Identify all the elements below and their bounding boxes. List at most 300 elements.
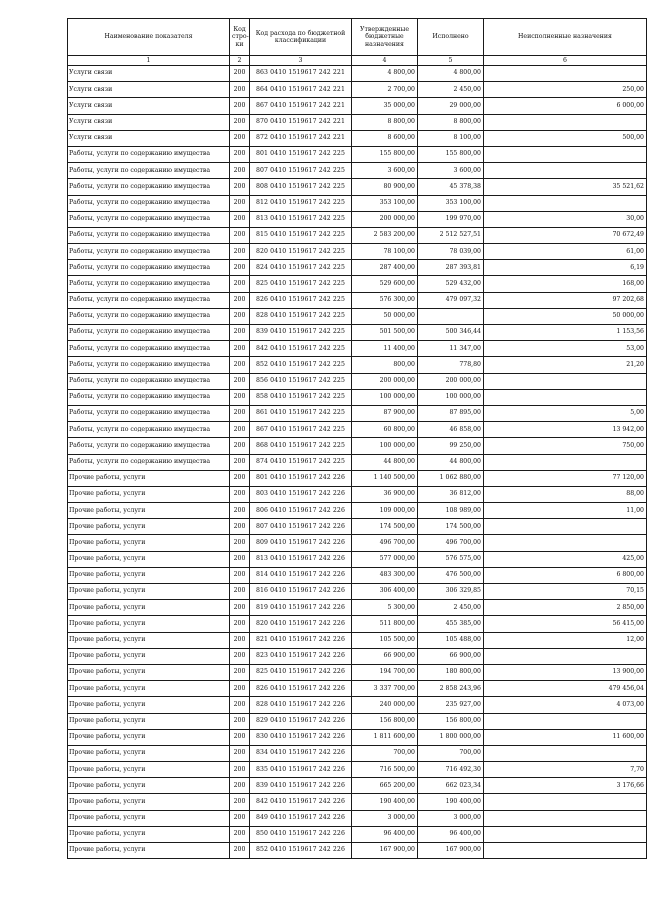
- cell-line-code: 200: [230, 486, 250, 502]
- cell-indicator-name: Работы, услуги по содержанию имущества: [68, 260, 230, 276]
- cell-budget-code: 806 0410 1519617 242 226: [250, 503, 352, 519]
- cell-executed: 2 450,00: [418, 82, 484, 98]
- cell-unexecuted: 88,00: [484, 486, 647, 502]
- cell-indicator-name: Прочие работы, услуги: [68, 503, 230, 519]
- cell-indicator-name: Работы, услуги по содержанию имущества: [68, 211, 230, 227]
- cell-line-code: 200: [230, 389, 250, 405]
- cell-unexecuted: 11 600,00: [484, 729, 647, 745]
- cell-executed: 235 927,00: [418, 697, 484, 713]
- table-row: [68, 260, 647, 276]
- cell-budget-code: 803 0410 1519617 242 226: [250, 486, 352, 502]
- cell-approved: 1 811 600,00: [352, 729, 418, 745]
- cell-indicator-name: Услуги связи: [68, 98, 230, 114]
- cell-unexecuted: 425,00: [484, 551, 647, 567]
- cell-indicator-name: Прочие работы, услуги: [68, 632, 230, 648]
- header-row: [68, 19, 647, 56]
- cell-line-code: 200: [230, 405, 250, 421]
- cell-budget-code: 808 0410 1519617 242 225: [250, 179, 352, 195]
- cell-line-code: 200: [230, 325, 250, 341]
- cell-approved: 240 000,00: [352, 697, 418, 713]
- cell-indicator-name: Работы, услуги по содержанию имущества: [68, 146, 230, 162]
- cell-line-code: 200: [230, 567, 250, 583]
- cell-unexecuted: 3 176,66: [484, 778, 647, 794]
- cell-approved: 87 900,00: [352, 405, 418, 421]
- cell-budget-code: 829 0410 1519617 242 226: [250, 713, 352, 729]
- cell-unexecuted: 97 202,68: [484, 292, 647, 308]
- cell-executed: 200 000,00: [418, 373, 484, 389]
- cell-unexecuted: 56 415,00: [484, 616, 647, 632]
- cell-budget-code: 828 0410 1519617 242 226: [250, 697, 352, 713]
- cell-line-code: 200: [230, 503, 250, 519]
- cell-unexecuted: 30,00: [484, 211, 647, 227]
- cell-unexecuted: [484, 794, 647, 810]
- cell-unexecuted: 11,00: [484, 503, 647, 519]
- cell-approved: 200 000,00: [352, 211, 418, 227]
- cell-unexecuted: 168,00: [484, 276, 647, 292]
- cell-budget-code: 813 0410 1519617 242 225: [250, 211, 352, 227]
- cell-approved: 5 300,00: [352, 600, 418, 616]
- cell-approved: 100 000,00: [352, 389, 418, 405]
- table-row: [68, 729, 647, 745]
- cell-approved: 3 000,00: [352, 810, 418, 826]
- table-row: [68, 632, 647, 648]
- cell-unexecuted: [484, 535, 647, 551]
- cell-approved: 483 300,00: [352, 567, 418, 583]
- cell-approved: 109 000,00: [352, 503, 418, 519]
- table-row: [68, 98, 647, 114]
- cell-unexecuted: [484, 826, 647, 842]
- cell-executed: 700,00: [418, 745, 484, 761]
- cell-line-code: 200: [230, 179, 250, 195]
- cell-indicator-name: Прочие работы, услуги: [68, 745, 230, 761]
- cell-approved: 8 800,00: [352, 114, 418, 130]
- cell-indicator-name: Работы, услуги по содержанию имущества: [68, 227, 230, 243]
- cell-executed: 36 812,00: [418, 486, 484, 502]
- cell-executed: 476 500,00: [418, 567, 484, 583]
- cell-approved: 700,00: [352, 745, 418, 761]
- cell-line-code: 200: [230, 438, 250, 454]
- cell-line-code: 200: [230, 551, 250, 567]
- table-row: [68, 146, 647, 162]
- cell-executed: 3 600,00: [418, 163, 484, 179]
- cell-unexecuted: [484, 66, 647, 82]
- cell-indicator-name: Работы, услуги по содержанию имущества: [68, 195, 230, 211]
- cell-approved: 511 800,00: [352, 616, 418, 632]
- cell-executed: 287 393,81: [418, 260, 484, 276]
- cell-budget-code: 870 0410 1519617 242 221: [250, 114, 352, 130]
- cell-executed: 479 097,32: [418, 292, 484, 308]
- cell-unexecuted: [484, 454, 647, 470]
- table-row: [68, 114, 647, 130]
- cell-indicator-name: Работы, услуги по содержанию имущества: [68, 405, 230, 421]
- cell-executed: 44 800,00: [418, 454, 484, 470]
- cell-line-code: 200: [230, 600, 250, 616]
- cell-indicator-name: Прочие работы, услуги: [68, 778, 230, 794]
- cell-unexecuted: 21,20: [484, 357, 647, 373]
- cell-unexecuted: [484, 146, 647, 162]
- cell-indicator-name: Услуги связи: [68, 82, 230, 98]
- table-row: [68, 681, 647, 697]
- cell-budget-code: 858 0410 1519617 242 225: [250, 389, 352, 405]
- cell-budget-code: 820 0410 1519617 242 226: [250, 616, 352, 632]
- table-row: [68, 357, 647, 373]
- cell-approved: 3 600,00: [352, 163, 418, 179]
- table-row: [68, 826, 647, 842]
- table-row: [68, 616, 647, 632]
- cell-line-code: 200: [230, 373, 250, 389]
- cell-approved: 35 000,00: [352, 98, 418, 114]
- cell-line-code: 200: [230, 616, 250, 632]
- cell-executed: 100 000,00: [418, 389, 484, 405]
- cell-line-code: 200: [230, 713, 250, 729]
- cell-budget-code: 842 0410 1519617 242 225: [250, 341, 352, 357]
- table-row: [68, 163, 647, 179]
- cell-executed: 11 347,00: [418, 341, 484, 357]
- cell-executed: 190 400,00: [418, 794, 484, 810]
- table-row: [68, 843, 647, 859]
- cell-unexecuted: 5,00: [484, 405, 647, 421]
- table-row: [68, 584, 647, 600]
- col-number: 1: [68, 56, 230, 66]
- cell-approved: 665 200,00: [352, 778, 418, 794]
- cell-line-code: 200: [230, 98, 250, 114]
- table-row: [68, 308, 647, 324]
- cell-unexecuted: 70,15: [484, 584, 647, 600]
- cell-unexecuted: 13 900,00: [484, 664, 647, 680]
- cell-budget-code: 816 0410 1519617 242 226: [250, 584, 352, 600]
- cell-executed: 778,80: [418, 357, 484, 373]
- cell-indicator-name: Прочие работы, услуги: [68, 843, 230, 859]
- cell-line-code: 200: [230, 66, 250, 82]
- table-row: [68, 648, 647, 664]
- table-row: [68, 664, 647, 680]
- cell-budget-code: 801 0410 1519617 242 226: [250, 470, 352, 486]
- cell-budget-code: 807 0410 1519617 242 226: [250, 519, 352, 535]
- cell-approved: 36 900,00: [352, 486, 418, 502]
- cell-line-code: 200: [230, 227, 250, 243]
- cell-indicator-name: Работы, услуги по содержанию имущества: [68, 341, 230, 357]
- cell-budget-code: 835 0410 1519617 242 226: [250, 762, 352, 778]
- cell-executed: 87 895,00: [418, 405, 484, 421]
- table-row: [68, 486, 647, 502]
- cell-indicator-name: Услуги связи: [68, 66, 230, 82]
- table-row: [68, 567, 647, 583]
- cell-line-code: 200: [230, 648, 250, 664]
- cell-executed: 45 378,38: [418, 179, 484, 195]
- cell-approved: 11 400,00: [352, 341, 418, 357]
- cell-executed: 716 492,30: [418, 762, 484, 778]
- cell-approved: 194 700,00: [352, 664, 418, 680]
- cell-indicator-name: Работы, услуги по содержанию имущества: [68, 422, 230, 438]
- cell-line-code: 200: [230, 843, 250, 859]
- cell-approved: 155 800,00: [352, 146, 418, 162]
- cell-approved: 190 400,00: [352, 794, 418, 810]
- cell-unexecuted: [484, 843, 647, 859]
- cell-unexecuted: 6 000,00: [484, 98, 647, 114]
- table-row: [68, 341, 647, 357]
- cell-indicator-name: Услуги связи: [68, 130, 230, 146]
- cell-unexecuted: [484, 745, 647, 761]
- cell-indicator-name: Работы, услуги по содержанию имущества: [68, 389, 230, 405]
- cell-indicator-name: Прочие работы, услуги: [68, 567, 230, 583]
- cell-indicator-name: Работы, услуги по содержанию имущества: [68, 308, 230, 324]
- cell-executed: 353 100,00: [418, 195, 484, 211]
- table-row: [68, 438, 647, 454]
- cell-line-code: 200: [230, 244, 250, 260]
- table-row: [68, 292, 647, 308]
- cell-budget-code: 812 0410 1519617 242 225: [250, 195, 352, 211]
- cell-indicator-name: Работы, услуги по содержанию имущества: [68, 244, 230, 260]
- cell-approved: 306 400,00: [352, 584, 418, 600]
- cell-indicator-name: Прочие работы, услуги: [68, 826, 230, 842]
- cell-line-code: 200: [230, 794, 250, 810]
- cell-budget-code: 839 0410 1519617 242 225: [250, 325, 352, 341]
- cell-executed: 496 700,00: [418, 535, 484, 551]
- cell-budget-code: 826 0410 1519617 242 225: [250, 292, 352, 308]
- cell-approved: 66 900,00: [352, 648, 418, 664]
- cell-executed: 66 900,00: [418, 648, 484, 664]
- cell-line-code: 200: [230, 664, 250, 680]
- cell-line-code: 200: [230, 163, 250, 179]
- table-row: [68, 470, 647, 486]
- cell-executed: 180 800,00: [418, 664, 484, 680]
- cell-indicator-name: Прочие работы, услуги: [68, 600, 230, 616]
- table-row: [68, 600, 647, 616]
- cell-unexecuted: [484, 114, 647, 130]
- cell-approved: 2 583 200,00: [352, 227, 418, 243]
- cell-unexecuted: [484, 648, 647, 664]
- cell-executed: 306 329,85: [418, 584, 484, 600]
- cell-unexecuted: 500,00: [484, 130, 647, 146]
- table-row: [68, 697, 647, 713]
- cell-budget-code: 867 0410 1519617 242 221: [250, 98, 352, 114]
- header-executed: Исполнено: [418, 19, 484, 56]
- cell-unexecuted: 53,00: [484, 341, 647, 357]
- col-number: 4: [352, 56, 418, 66]
- cell-approved: 156 800,00: [352, 713, 418, 729]
- cell-approved: 8 600,00: [352, 130, 418, 146]
- cell-unexecuted: 479 456,04: [484, 681, 647, 697]
- cell-line-code: 200: [230, 341, 250, 357]
- cell-executed: 500 346,44: [418, 325, 484, 341]
- cell-approved: 167 900,00: [352, 843, 418, 859]
- cell-indicator-name: Работы, услуги по содержанию имущества: [68, 179, 230, 195]
- cell-executed: 29 000,00: [418, 98, 484, 114]
- cell-unexecuted: 4 073,00: [484, 697, 647, 713]
- table-row: [68, 405, 647, 421]
- report-page: [67, 18, 647, 859]
- header-line-code: Код стро-ки: [230, 19, 250, 56]
- cell-unexecuted: 6 800,00: [484, 567, 647, 583]
- cell-executed: 529 432,00: [418, 276, 484, 292]
- cell-indicator-name: Прочие работы, услуги: [68, 729, 230, 745]
- cell-indicator-name: Работы, услуги по содержанию имущества: [68, 325, 230, 341]
- cell-indicator-name: Прочие работы, услуги: [68, 762, 230, 778]
- cell-indicator-name: Прочие работы, услуги: [68, 535, 230, 551]
- cell-indicator-name: Прочие работы, услуги: [68, 648, 230, 664]
- cell-line-code: 200: [230, 308, 250, 324]
- table-row: [68, 82, 647, 98]
- cell-approved: 100 000,00: [352, 438, 418, 454]
- table-row: [68, 66, 647, 82]
- cell-line-code: 200: [230, 146, 250, 162]
- table-row: [68, 745, 647, 761]
- cell-line-code: 200: [230, 114, 250, 130]
- cell-budget-code: 842 0410 1519617 242 226: [250, 794, 352, 810]
- cell-approved: 2 700,00: [352, 82, 418, 98]
- table-row: [68, 794, 647, 810]
- cell-approved: 174 500,00: [352, 519, 418, 535]
- cell-executed: 78 039,00: [418, 244, 484, 260]
- table-row: [68, 454, 647, 470]
- cell-line-code: 200: [230, 632, 250, 648]
- cell-unexecuted: 2 850,00: [484, 600, 647, 616]
- cell-approved: 3 337 700,00: [352, 681, 418, 697]
- cell-budget-code: 809 0410 1519617 242 226: [250, 535, 352, 551]
- cell-indicator-name: Прочие работы, услуги: [68, 486, 230, 502]
- cell-budget-code: 801 0410 1519617 242 225: [250, 146, 352, 162]
- table-row: [68, 519, 647, 535]
- cell-indicator-name: Прочие работы, услуги: [68, 810, 230, 826]
- table-row: [68, 551, 647, 567]
- table-row: [68, 195, 647, 211]
- cell-executed: 46 858,00: [418, 422, 484, 438]
- table-row: [68, 276, 647, 292]
- cell-executed: 155 800,00: [418, 146, 484, 162]
- cell-line-code: 200: [230, 826, 250, 842]
- cell-indicator-name: Прочие работы, услуги: [68, 681, 230, 697]
- cell-executed: 8 800,00: [418, 114, 484, 130]
- table-row: [68, 422, 647, 438]
- cell-budget-code: 819 0410 1519617 242 226: [250, 600, 352, 616]
- cell-budget-code: 815 0410 1519617 242 225: [250, 227, 352, 243]
- cell-executed: 576 575,00: [418, 551, 484, 567]
- cell-executed: 199 970,00: [418, 211, 484, 227]
- cell-budget-code: 814 0410 1519617 242 226: [250, 567, 352, 583]
- cell-executed: 2 450,00: [418, 600, 484, 616]
- cell-indicator-name: Прочие работы, услуги: [68, 794, 230, 810]
- cell-approved: 80 900,00: [352, 179, 418, 195]
- cell-line-code: 200: [230, 211, 250, 227]
- table-row: [68, 762, 647, 778]
- cell-unexecuted: [484, 373, 647, 389]
- cell-unexecuted: 13 942,00: [484, 422, 647, 438]
- cell-approved: 60 800,00: [352, 422, 418, 438]
- table-row: [68, 179, 647, 195]
- cell-indicator-name: Прочие работы, услуги: [68, 616, 230, 632]
- cell-budget-code: 872 0410 1519617 242 221: [250, 130, 352, 146]
- cell-line-code: 200: [230, 470, 250, 486]
- cell-unexecuted: 7,70: [484, 762, 647, 778]
- cell-unexecuted: [484, 195, 647, 211]
- cell-budget-code: 824 0410 1519617 242 225: [250, 260, 352, 276]
- cell-budget-code: 852 0410 1519617 242 225: [250, 357, 352, 373]
- cell-indicator-name: Прочие работы, услуги: [68, 470, 230, 486]
- cell-approved: 800,00: [352, 357, 418, 373]
- cell-line-code: 200: [230, 195, 250, 211]
- cell-line-code: 200: [230, 519, 250, 535]
- cell-indicator-name: Работы, услуги по содержанию имущества: [68, 292, 230, 308]
- table-row: [68, 810, 647, 826]
- column-number-row: [68, 56, 647, 66]
- cell-unexecuted: 70 672,49: [484, 227, 647, 243]
- cell-line-code: 200: [230, 357, 250, 373]
- table-row: [68, 227, 647, 243]
- cell-line-code: 200: [230, 745, 250, 761]
- cell-line-code: 200: [230, 810, 250, 826]
- cell-unexecuted: [484, 389, 647, 405]
- cell-unexecuted: 6,19: [484, 260, 647, 276]
- cell-budget-code: 821 0410 1519617 242 226: [250, 632, 352, 648]
- cell-approved: 96 400,00: [352, 826, 418, 842]
- cell-budget-code: 850 0410 1519617 242 226: [250, 826, 352, 842]
- cell-budget-code: 868 0410 1519617 242 225: [250, 438, 352, 454]
- budget-execution-table: [67, 18, 647, 859]
- cell-line-code: 200: [230, 762, 250, 778]
- cell-executed: 3 000,00: [418, 810, 484, 826]
- cell-unexecuted: 50 000,00: [484, 308, 647, 324]
- col-number: 3: [250, 56, 352, 66]
- col-number: 2: [230, 56, 250, 66]
- cell-executed: 4 800,00: [418, 66, 484, 82]
- cell-budget-code: 867 0410 1519617 242 225: [250, 422, 352, 438]
- cell-budget-code: 807 0410 1519617 242 225: [250, 163, 352, 179]
- cell-approved: 78 100,00: [352, 244, 418, 260]
- cell-budget-code: 828 0410 1519617 242 225: [250, 308, 352, 324]
- cell-executed: [418, 308, 484, 324]
- cell-line-code: 200: [230, 535, 250, 551]
- cell-executed: 8 100,00: [418, 130, 484, 146]
- cell-approved: 4 800,00: [352, 66, 418, 82]
- cell-indicator-name: Работы, услуги по содержанию имущества: [68, 454, 230, 470]
- cell-line-code: 200: [230, 260, 250, 276]
- col-number: 6: [484, 56, 647, 66]
- cell-approved: 50 000,00: [352, 308, 418, 324]
- cell-budget-code: 825 0410 1519617 242 225: [250, 276, 352, 292]
- cell-approved: 577 000,00: [352, 551, 418, 567]
- cell-indicator-name: Прочие работы, услуги: [68, 551, 230, 567]
- cell-budget-code: 852 0410 1519617 242 226: [250, 843, 352, 859]
- table-row: [68, 535, 647, 551]
- cell-approved: 44 800,00: [352, 454, 418, 470]
- cell-approved: 353 100,00: [352, 195, 418, 211]
- cell-budget-code: 820 0410 1519617 242 225: [250, 244, 352, 260]
- cell-unexecuted: [484, 163, 647, 179]
- cell-approved: 501 500,00: [352, 325, 418, 341]
- cell-unexecuted: 35 521,62: [484, 179, 647, 195]
- cell-budget-code: 861 0410 1519617 242 225: [250, 405, 352, 421]
- cell-line-code: 200: [230, 292, 250, 308]
- cell-approved: 105 500,00: [352, 632, 418, 648]
- cell-executed: 1 062 880,00: [418, 470, 484, 486]
- cell-unexecuted: 61,00: [484, 244, 647, 260]
- cell-executed: 2 858 243,96: [418, 681, 484, 697]
- table-row: [68, 713, 647, 729]
- cell-approved: 496 700,00: [352, 535, 418, 551]
- cell-indicator-name: Услуги связи: [68, 114, 230, 130]
- cell-indicator-name: Работы, услуги по содержанию имущества: [68, 163, 230, 179]
- cell-approved: 200 000,00: [352, 373, 418, 389]
- cell-budget-code: 823 0410 1519617 242 226: [250, 648, 352, 664]
- table-row: [68, 211, 647, 227]
- cell-budget-code: 874 0410 1519617 242 225: [250, 454, 352, 470]
- cell-budget-code: 856 0410 1519617 242 225: [250, 373, 352, 389]
- cell-budget-code: 864 0410 1519617 242 221: [250, 82, 352, 98]
- table-row: [68, 244, 647, 260]
- cell-line-code: 200: [230, 422, 250, 438]
- cell-unexecuted: 750,00: [484, 438, 647, 454]
- cell-unexecuted: 12,00: [484, 632, 647, 648]
